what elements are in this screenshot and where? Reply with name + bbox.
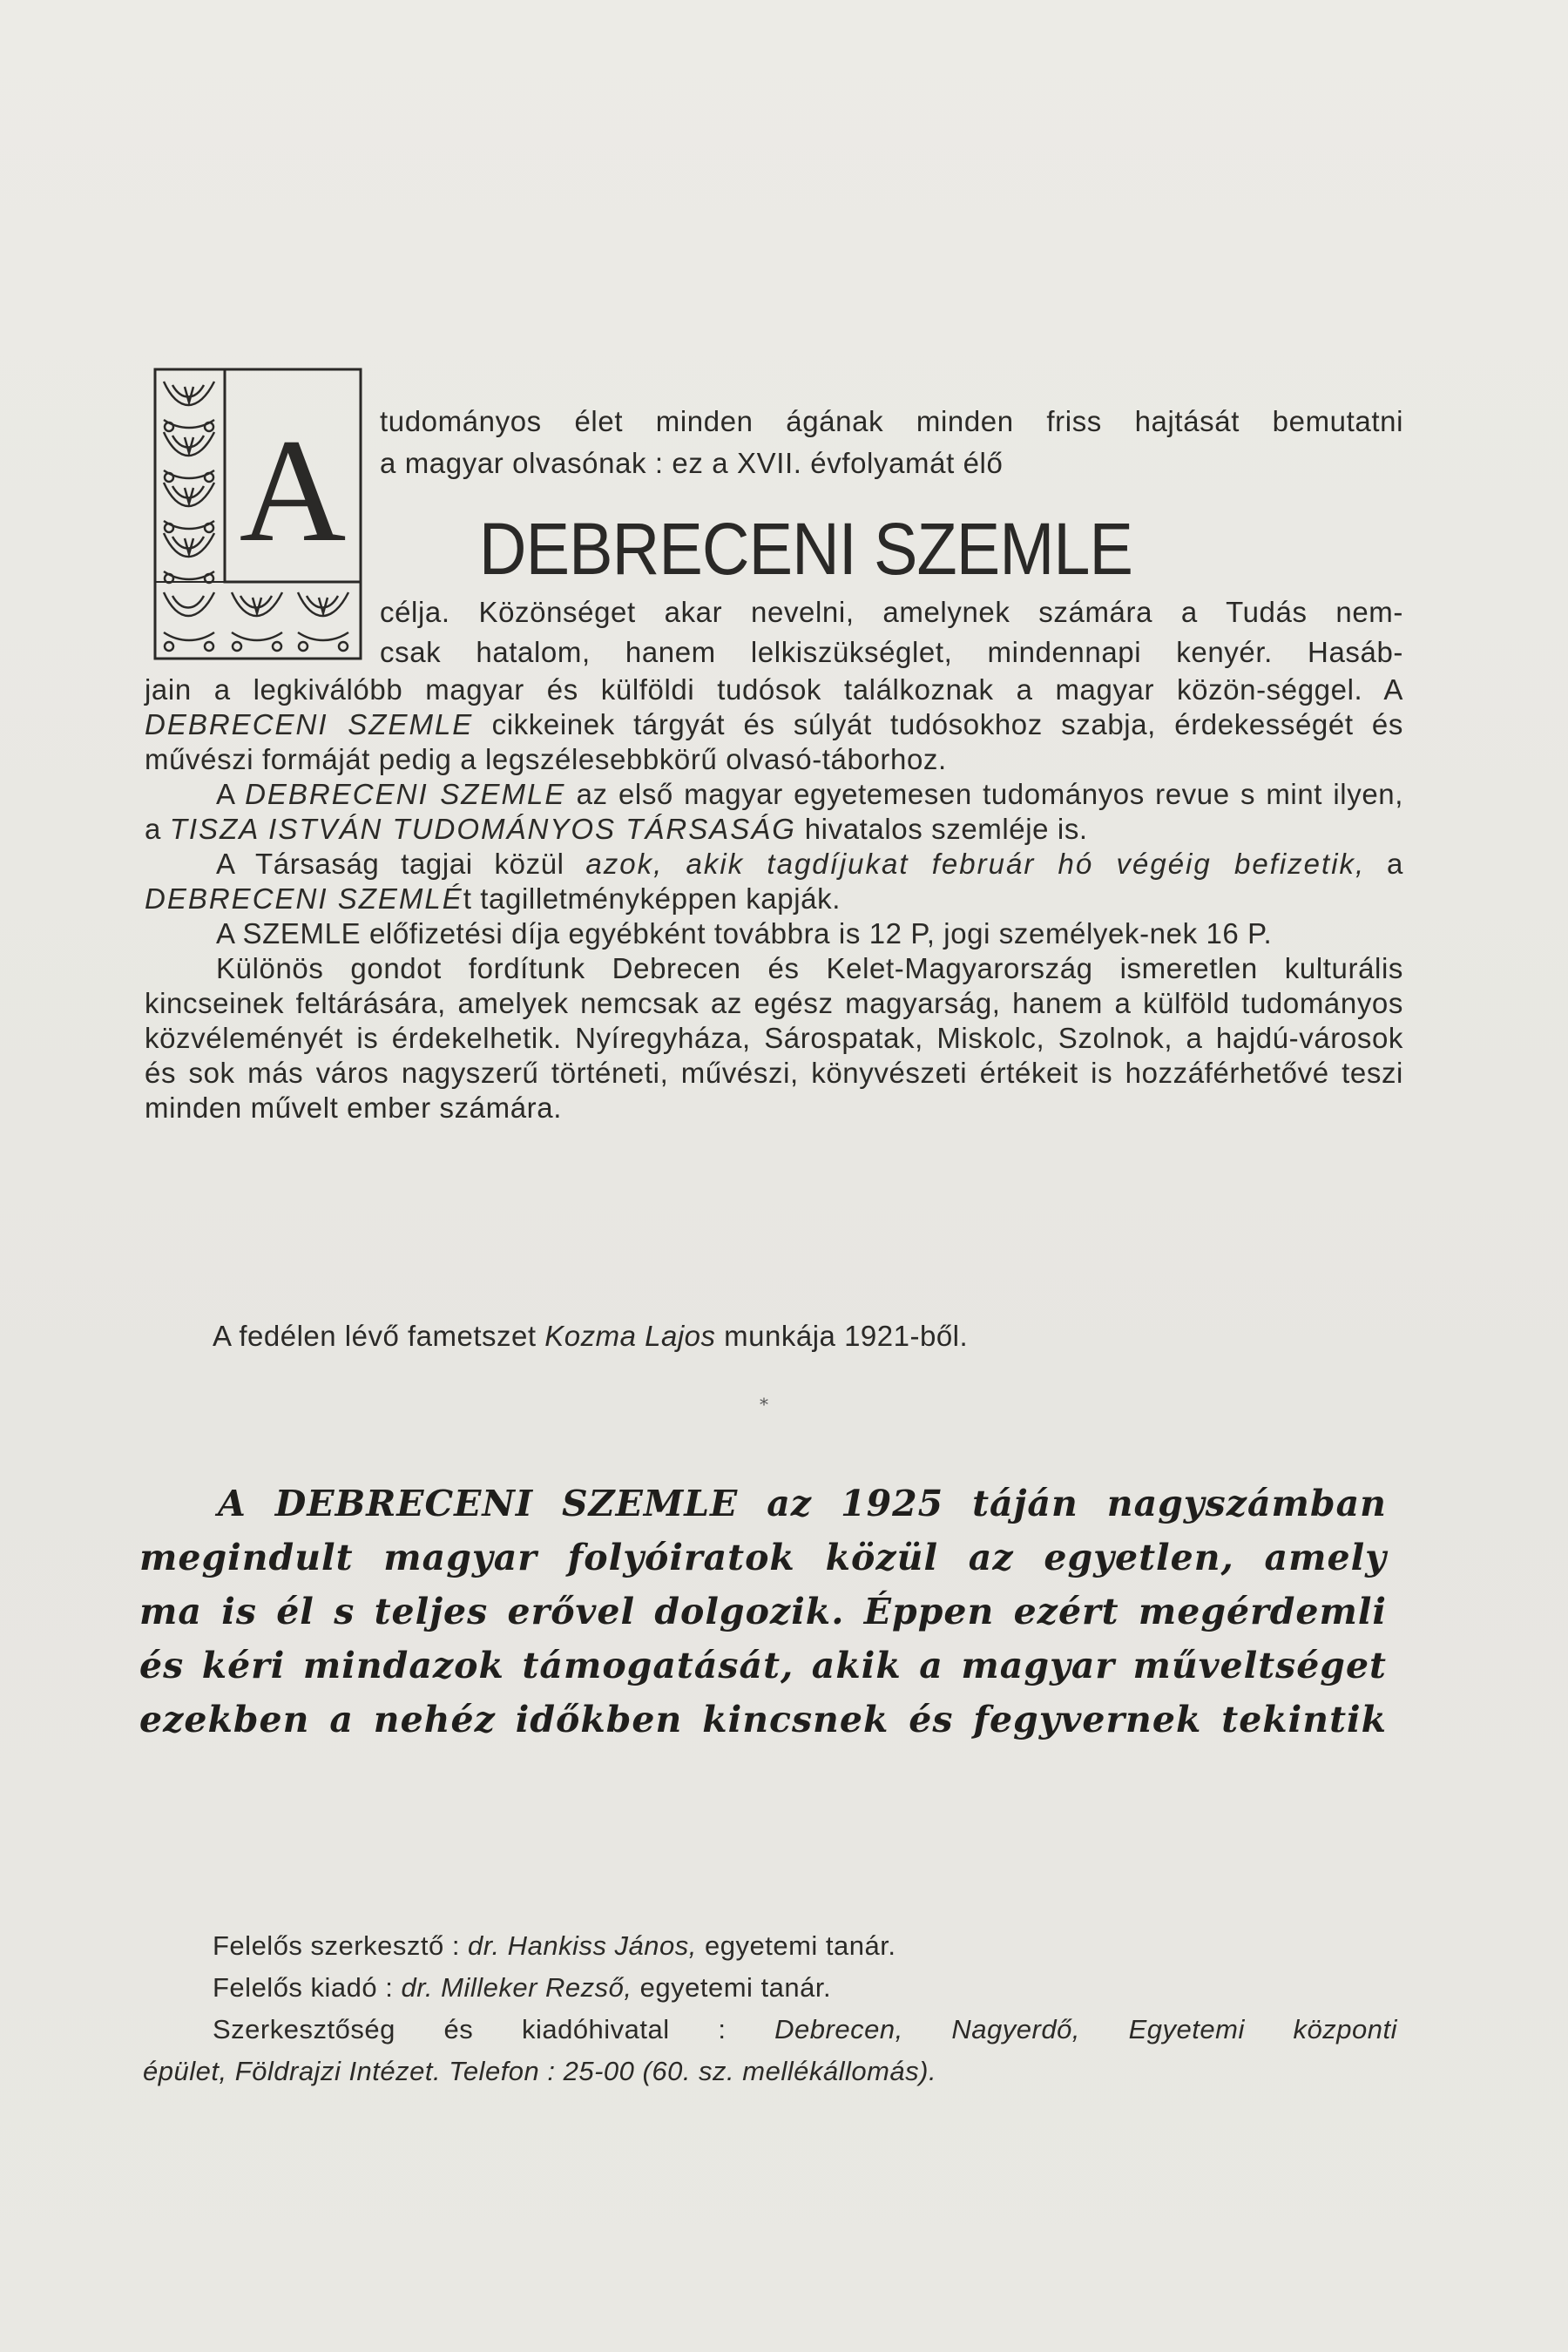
drop-cap-letter: A	[239, 409, 347, 572]
publisher-name: dr. Milleker Rezső,	[401, 1972, 632, 2003]
p3-text-a: A Társaság tagjai közül	[216, 848, 586, 880]
intro-line-4: csak hatalom, hanem lelkiszükséglet, mindennapi kenyér. Hasáb-	[380, 636, 1403, 668]
p3-text-c: t tagilletményképpen kapják.	[463, 882, 841, 915]
paragraph-2	[145, 777, 1403, 847]
intro-continuation	[380, 592, 1403, 672]
paragraph-1	[145, 672, 1403, 777]
p3-journal-name: DEBRECENI SZEMLÉ	[145, 882, 463, 915]
credits	[143, 1925, 1397, 2092]
p1-journal-name: DEBRECENI SZEMLE	[145, 708, 474, 740]
intro-line-2: a magyar olvasónak : ez a XVII. évfolyamát élő	[380, 447, 1004, 479]
publisher-role: egyetemi tanár.	[632, 1972, 832, 2003]
intro-line-1: tudományos élet minden ágának minden friss hajtását bemutatni	[380, 405, 1403, 437]
publisher-label: Felelős kiadó :	[213, 1972, 402, 2003]
cover-note-text-a: A fedélen lévő fametszet	[213, 1320, 545, 1352]
asterisk-mark: *	[760, 1394, 768, 1415]
body-text	[145, 672, 1403, 1125]
p2-text-c: hivatalos szemléje is.	[795, 813, 1088, 845]
office-label: Szerkesztőség és kiadóhivatal :	[213, 2014, 775, 2044]
appeal-line-1: A DEBRECENI SZEMLE az 1925 táján nagyszámban	[218, 1483, 1387, 1524]
office-address-1: Debrecen, Nagyerdő, Egyetemi központi	[774, 2014, 1397, 2044]
cover-note-artist: Kozma Lajos	[544, 1320, 716, 1352]
p2-text-a: A	[216, 778, 246, 810]
appeal-line-4: és kéri mindazok támogatását, akik a magyar műveltséget	[139, 1645, 1387, 1686]
p2-journal-name: DEBRECENI SZEMLE	[245, 778, 566, 810]
office-address-2: épület, Földrajzi Intézet. Telefon : 25-00 (60. sz. mellékállomás).	[143, 2056, 937, 2086]
cover-note	[213, 1317, 1258, 1355]
p2-society-name: TISZA ISTVÁN TUDOMÁNYOS TÁRSASÁG	[169, 813, 796, 845]
p3-italic-a: azok, akik tagdíjukat február hó végéig befizetik,	[585, 848, 1366, 880]
p2-text-b: az első magyar egyetemesen tudományos revue s mint ilyen, a	[145, 778, 1403, 845]
appeal-line-2: megindult magyar folyóiratok közül az egyetlen, amely	[139, 1537, 1387, 1578]
paragraph-4: A SZEMLE előfizetési díja egyébként továbbra is 12 P, jogi személyek-nek 16 P.	[216, 917, 1273, 950]
p1-text-b: cikkeinek tárgyát és súlyát tudósokhoz szabja, érdekességét és művészi formáját pedig a legszélesebbkörű olvasó-táborhoz.	[145, 708, 1403, 775]
cover-note-text-b: munkája 1921-ből.	[715, 1320, 969, 1352]
masthead-title: DEBRECENI SZEMLE	[478, 508, 1133, 590]
credits-publisher	[143, 1967, 1397, 2009]
appeal-line-5: ezekben a nehéz időkben kincsnek és fegyvernek tekintik	[139, 1699, 1387, 1740]
intro-line-3: célja. Közönséget akar nevelni, amelynek számára a Tudás nem-	[380, 596, 1403, 628]
credits-editor	[143, 1925, 1397, 1967]
ornament-frame	[150, 366, 366, 662]
editor-name: dr. Hankiss János,	[468, 1930, 697, 1961]
appeal-block	[139, 1477, 1387, 1747]
appeal-line-3: ma is él s teljes erővel dolgozik. Éppen ezért megérdemli	[139, 1591, 1387, 1632]
drop-cap	[150, 366, 366, 662]
intro-lines	[380, 401, 1403, 484]
paragraph-5: Különös gondot fordítunk Debrecen és Kelet-Magyarország ismeretlen kulturális kincseinek feltárására, amelyek nemcsak az egész magyarság, hanem a külföld tudományos közvéleményét is érdekelhetik. Nyíregyháza, Sárospatak, Miskolc, Szolnok, a hajdú-városok és sok más város nagyszerű történeti, művészi, könyvészeti értékeit is hozzáférhetővé teszi minden művelt ember számára.	[145, 952, 1403, 1124]
p1-text-a: jain a legkiválóbb magyar és külföldi tudósok találkoznak a magyar közön-séggel. A	[145, 673, 1403, 706]
paragraph-3	[145, 847, 1403, 916]
editor-label: Felelős szerkesztő :	[213, 1930, 469, 1961]
editor-role: egyetemi tanár.	[696, 1930, 896, 1961]
credits-office	[143, 2009, 1397, 2051]
p3-text-b: a	[1365, 848, 1403, 880]
